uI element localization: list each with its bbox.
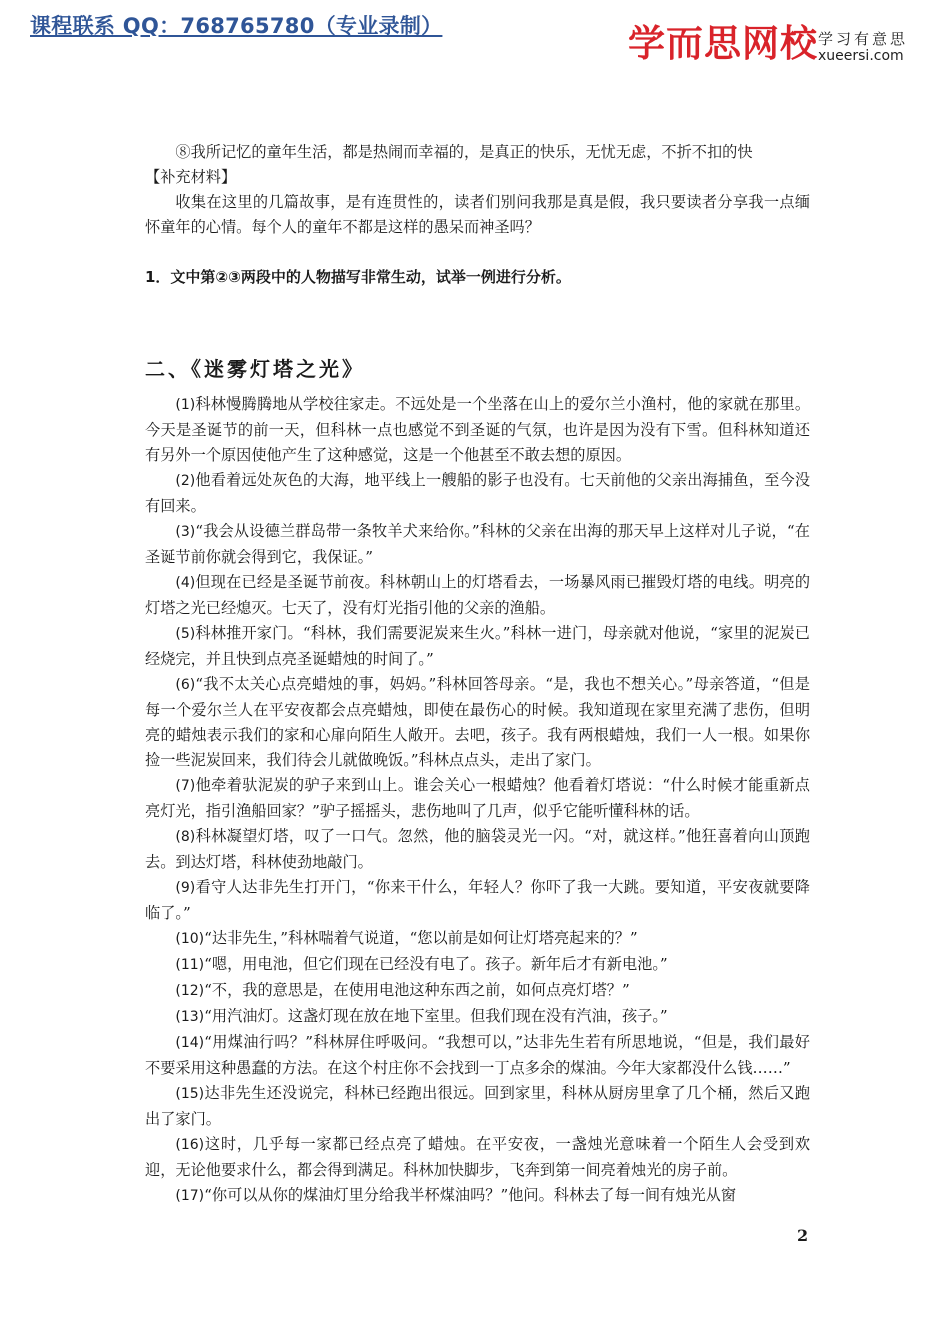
story-paragraph xyxy=(145,570,810,621)
story-paragraph xyxy=(145,672,810,773)
paragraph-text: “嗯，用电池，但它们现在已经没有电了。孩子。新年后才有新电池。” xyxy=(204,955,668,973)
paragraph-text: 科林慢腾腾地从学校往家走。不远处是一个坐落在山上的爱尔兰小渔村，他的家就在那里。今天是圣诞节的前一天，但科林一点也感觉不到圣诞的气氛，也许是因为没有下雪。但科林知道还有另外一个原因使他产生了这种感觉，这是一个他甚至不敢去想的原因。 xyxy=(145,395,810,464)
story-paragraph xyxy=(145,824,810,875)
paragraph-number: (13) xyxy=(175,1009,205,1025)
story-paragraph xyxy=(145,392,810,468)
paragraph-text: 但现在已经是圣诞节前夜。科林朝山上的灯塔看去，一场暴风雨已摧毁灯塔的电线。明亮的灯塔之光已经熄灭。七天了，没有灯光指引他的父亲的渔船。 xyxy=(145,573,810,617)
paragraph-number: (7) xyxy=(175,778,196,794)
paragraph-number: (3) xyxy=(175,524,196,540)
story-paragraph xyxy=(145,773,810,824)
story-body xyxy=(145,392,810,1209)
paragraph-text: “不，我的意思是，在使用电池这种东西之前，如何点亮灯塔？” xyxy=(204,981,630,999)
page-number: 2 xyxy=(797,1226,809,1245)
paragraph-text: 这时，几乎每一家都已经点亮了蜡烛。在平安夜，一盏烛光意味着一个陌生人会受到欢迎，无论他要求什么，都会得到满足。科林加快脚步，飞奔到第一间亮着烛光的房子前。 xyxy=(145,1135,810,1179)
paragraph-text: “用煤油行吗？”科林屏住呼吸问。“我想可以，”达非先生若有所思地说，“但是，我们最好不要采用这种愚蠢的方法。在这个村庄你不会找到一丁点多余的煤油。今年大家都没什么钱……” xyxy=(145,1033,810,1077)
question-1: 1．文中第②③两段中的人物描写非常生动，试举一例进行分析。 xyxy=(145,268,571,286)
header-contact-link[interactable]: 课程联系 QQ：768765780（专业录制） xyxy=(30,14,443,38)
paragraph-number: (14) xyxy=(175,1035,205,1051)
paragraph-number: (2) xyxy=(175,473,196,489)
paragraph-text: “我不太关心点亮蜡烛的事，妈妈。”科林回答母亲。“是，我也不想关心。”母亲答道，“但是每一个爱尔兰人在平安夜都会点亮蜡烛，即使在最伤心的时候。我知道现在家里充满了悲伤，但明亮的蜡烛表示我们的家和心扉向陌生人敞开。去吧，孩子。我有两根蜡烛，我们一人一根。如果你捡一些泥炭回来，我们待会儿就做晚饭。”科林点点头，走出了家门。 xyxy=(145,675,810,769)
section-title: 二、《迷雾灯塔之光》 xyxy=(145,357,365,381)
story-paragraph xyxy=(145,1004,810,1030)
paragraph-text: “你可以从你的煤油灯里分给我半杯煤油吗？”他问。科林去了每一间有烛光从窗 xyxy=(204,1186,737,1204)
logo-slogan: 学习有意思 xyxy=(818,30,909,48)
logo-brand-text: 学而思网校 xyxy=(628,22,818,65)
paragraph-number: (17) xyxy=(175,1188,205,1204)
xueersi-logo xyxy=(628,22,928,72)
story-paragraph xyxy=(145,926,810,952)
story-paragraph xyxy=(145,1030,810,1081)
paragraph-number: (12) xyxy=(175,983,205,999)
paragraph-number: (11) xyxy=(175,957,205,973)
story-paragraph xyxy=(145,519,810,570)
logo-domain: xueersi.com xyxy=(818,48,904,64)
paragraph-text: 他牵着驮泥炭的驴子来到山上。谁会关心一根蜡烛？他看着灯塔说：“什么时候才能重新点亮灯光，指引渔船回家？”驴子摇摇头，悲伤地叫了几声，似乎它能听懂科林的话。 xyxy=(145,776,810,820)
paragraph-text: 科林凝望灯塔，叹了一口气。忽然，他的脑袋灵光一闪。“对，就这样。”他狂喜着向山顶跑去。到达灯塔，科林使劲地敲门。 xyxy=(145,827,810,871)
story-paragraph xyxy=(145,468,810,519)
paragraph-number: (6) xyxy=(175,677,196,693)
story-paragraph xyxy=(145,621,810,672)
supplement-paragraph: 收集在这里的几篇故事，是有连贯性的，读者们别问我那是真是假，我只要读者分享我一点缅怀童年的心情。每个人的童年不都是这样的愚呆而神圣吗？ xyxy=(145,193,810,236)
paragraph-number: (15) xyxy=(175,1086,205,1102)
supplement-label: 【补充材料】 xyxy=(145,168,237,186)
story-paragraph xyxy=(145,978,810,1004)
paragraph-text: “用汽油灯。这盏灯现在放在地下室里。但我们现在没有汽油，孩子。” xyxy=(204,1007,668,1025)
story-paragraph xyxy=(145,875,810,926)
paragraph-text: “我会从设德兰群岛带一条牧羊犬来给你。”科林的父亲在出海的那天早上这样对儿子说，“在圣诞节前你就会得到它，我保证。” xyxy=(145,522,810,566)
document-body xyxy=(145,140,810,1209)
paragraph-number: (5) xyxy=(175,626,196,642)
story-paragraph xyxy=(145,952,810,978)
paragraph-number: (1) xyxy=(175,397,196,413)
paragraph-text: 达非先生还没说完，科林已经跑出很远。回到家里，科林从厨房里拿了几个桶，然后又跑出了家门。 xyxy=(145,1084,810,1128)
paragraph-text: 看守人达非先生打开门，“你来干什么，年轻人？你吓了我一大跳。要知道，平安夜就要降临了。” xyxy=(145,878,810,922)
paragraph-text: 科林推开家门。“科林，我们需要泥炭来生火。”科林一进门，母亲就对他说，“家里的泥炭已经烧完，并且快到点亮圣诞蜡烛的时间了。” xyxy=(145,624,810,668)
story-paragraph xyxy=(145,1132,810,1183)
paragraph-number: (16) xyxy=(175,1137,205,1153)
paragraph-text: “达非先生，”科林喘着气说道，“您以前是如何让灯塔亮起来的？” xyxy=(204,929,638,947)
paragraph-number: (8) xyxy=(175,829,196,845)
story-paragraph xyxy=(145,1183,810,1209)
story-paragraph xyxy=(145,1081,810,1132)
paragraph-number: (9) xyxy=(175,880,196,896)
paragraph-text: 他看着远处灰色的大海，地平线上一艘船的影子也没有。七天前他的父亲出海捕鱼，至今没有回来。 xyxy=(145,471,810,515)
paragraph-number: (4) xyxy=(175,575,196,591)
intro-paragraph-8: ⑧我所记忆的童年生活，都是热闹而幸福的，是真正的快乐，无忧无虑，不折不扣的快 xyxy=(175,143,753,161)
paragraph-number: (10) xyxy=(175,931,205,947)
